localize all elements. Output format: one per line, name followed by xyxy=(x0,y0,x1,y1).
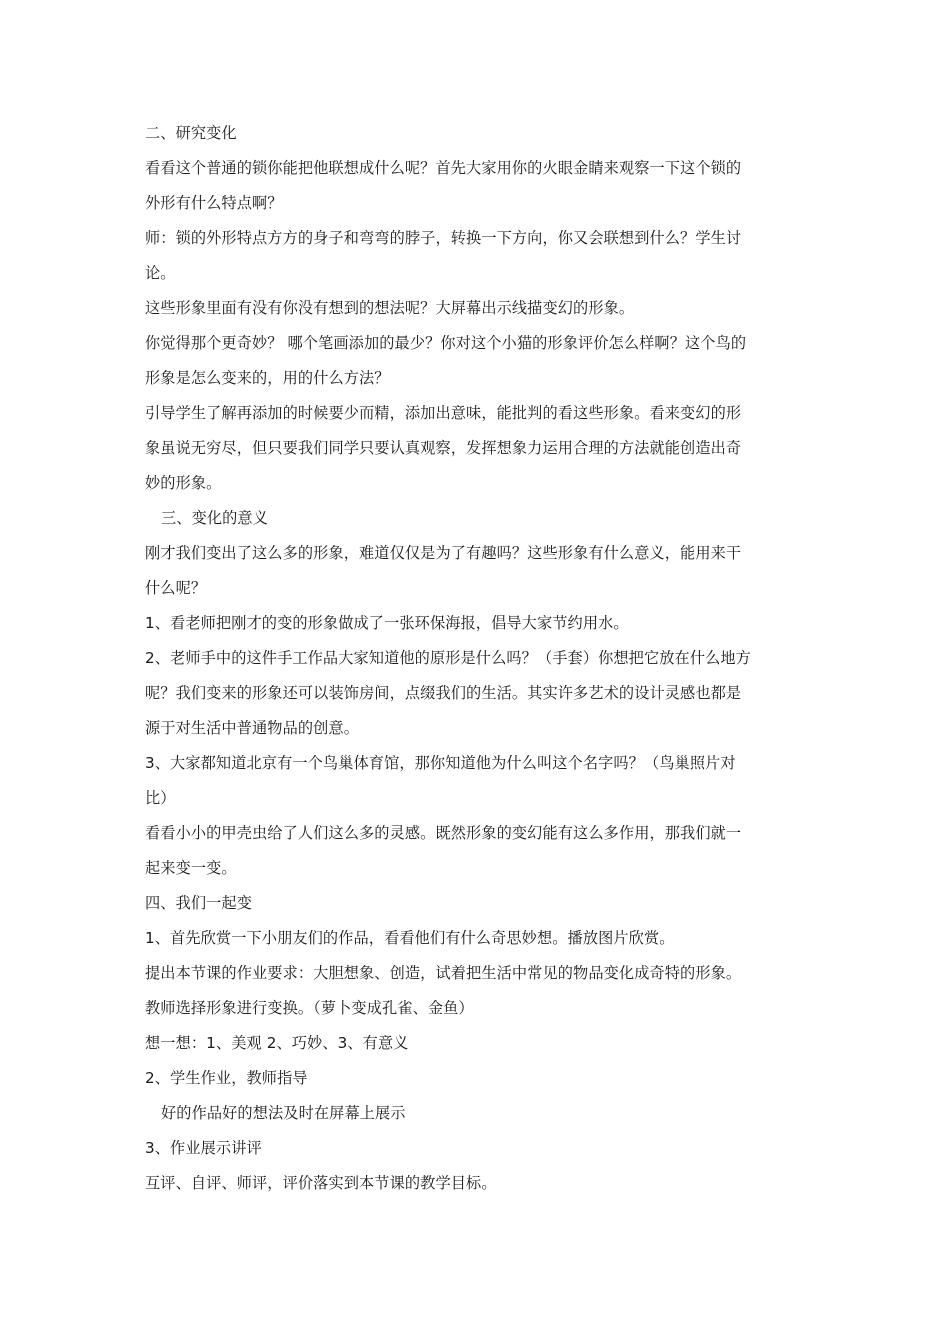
text-line: 妙的形象。 xyxy=(145,474,222,492)
text-line: 源于对生活中普通物品的创意。 xyxy=(145,719,360,737)
text-line: 好的作品好的想法及时在屏幕上展示 xyxy=(161,1104,406,1122)
text-line: 比） xyxy=(145,789,176,807)
text-line: 刚才我们变出了这么多的形象，难道仅仅是为了有趣吗？这些形象有什么意义，能用来干 xyxy=(145,544,742,562)
text-line: 什么呢？ xyxy=(145,579,207,597)
text-line: 2、学生作业，教师指导 xyxy=(145,1069,308,1087)
text-line: 看看这个普通的锁你能把他联想成什么呢？首先大家用你的火眼金睛来观察一下这个锁的 xyxy=(145,159,742,177)
text-line: 想一想：1、美观 2、巧妙、3、有意义 xyxy=(145,1034,409,1052)
text-line: 形象是怎么变来的，用的什么方法？ xyxy=(145,369,390,387)
text-line: 3、大家都知道北京有一个鸟巢体育馆，那你知道他为什么叫这个名字吗？（鸟巢照片对 xyxy=(145,754,736,772)
document-body xyxy=(145,116,810,1201)
text-line: 提出本节课的作业要求：大胆想象、创造，试着把生活中常见的物品变化成奇特的形象。 xyxy=(145,964,742,982)
text-line: 论。 xyxy=(145,264,176,282)
text-line: 互评、自评、师评，评价落实到本节课的教学目标。 xyxy=(145,1174,497,1192)
text-line: 起来变一变。 xyxy=(145,859,237,877)
text-line: 看看小小的甲壳虫给了人们这么多的灵感。既然形象的变幻能有这么多作用，那我们就一 xyxy=(145,824,742,842)
text-line: 2、老师手中的这件手工作品大家知道他的原形是什么吗？（手套）你想把它放在什么地方 xyxy=(145,649,751,667)
text-line: 二、研究变化 xyxy=(145,124,237,142)
text-line: 1、首先欣赏一下小朋友们的作品，看看他们有什么奇思妙想。播放图片欣赏。 xyxy=(145,929,675,947)
text-line: 这些形象里面有没有你没有想到的想法呢？大屏幕出示线描变幻的形象。 xyxy=(145,299,635,317)
text-line: 外形有什么特点啊？ xyxy=(145,194,283,212)
text-line: 三、变化的意义 xyxy=(161,509,269,527)
text-line: 四、我们一起变 xyxy=(145,894,253,912)
text-line: 引导学生了解再添加的时候要少而精，添加出意味，能批判的看这些形象。看来变幻的形 xyxy=(145,404,742,422)
text-line: 你觉得那个更奇妙？ 哪个笔画添加的最少？你对这个小猫的形象评价怎么样啊？这个鸟的 xyxy=(145,334,747,352)
text-line: 3、作业展示讲评 xyxy=(145,1139,262,1157)
text-line: 教师选择形象进行变换。（萝卜变成孔雀、金鱼） xyxy=(145,999,474,1017)
text-line: 师：锁的外形特点方方的身子和弯弯的脖子，转换一下方向，你又会联想到什么？学生讨 xyxy=(145,229,742,247)
text-line: 呢？我们变来的形象还可以装饰房间，点缀我们的生活。其实许多艺术的设计灵感也都是 xyxy=(145,684,742,702)
text-line: 象虽说无穷尽，但只要我们同学只要认真观察，发挥想象力运用合理的方法就能创造出奇 xyxy=(145,439,742,457)
text-line: 1、看老师把刚才的变的形象做成了一张环保海报，倡导大家节约用水。 xyxy=(145,614,629,632)
